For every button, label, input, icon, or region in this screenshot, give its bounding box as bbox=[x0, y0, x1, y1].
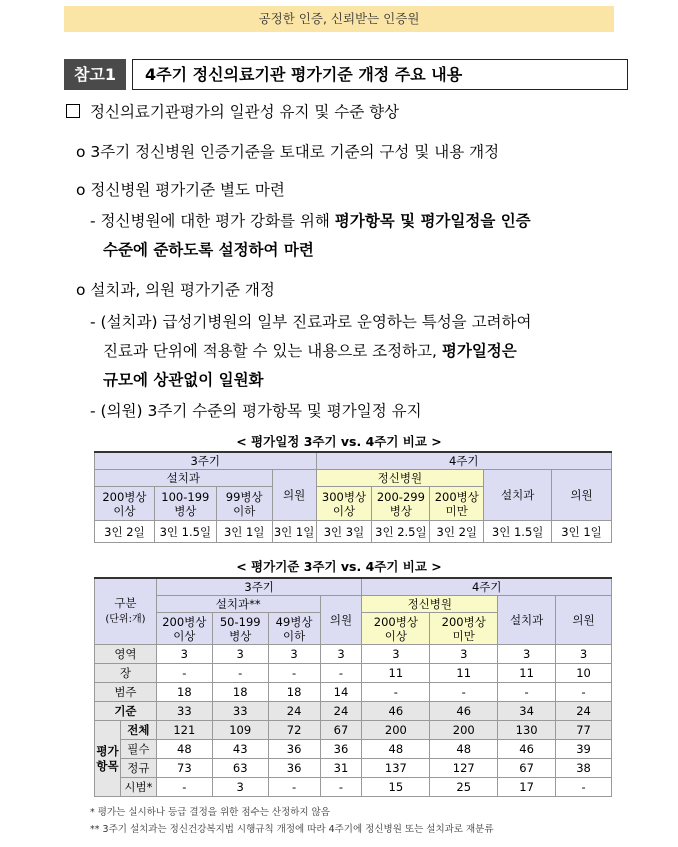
t1-dept-header: 설치과 bbox=[95, 470, 273, 487]
reference-tag: 참고1 bbox=[64, 59, 126, 90]
table-row bbox=[95, 683, 612, 702]
t2-cell: 36 bbox=[268, 759, 320, 778]
t2-cell: 11 bbox=[430, 664, 498, 683]
t2-cell: 43 bbox=[212, 740, 268, 759]
t2-cell: 33 bbox=[212, 702, 268, 721]
t2-cell: 63 bbox=[212, 759, 268, 778]
table-row bbox=[95, 721, 612, 740]
t2-cell: 15 bbox=[362, 778, 430, 797]
t1-cell: 3인 2일 bbox=[430, 521, 484, 543]
reference-title: 4주기 정신의료기관 평가기준 개정 주요 내용 bbox=[132, 59, 628, 90]
square-bullet-icon bbox=[66, 104, 80, 118]
t1-cycle4-header: 4주기 bbox=[316, 452, 611, 470]
t1-col-header: 200-299 병상 bbox=[372, 487, 430, 521]
t2-cell: - bbox=[156, 778, 212, 797]
t2-cell: 11 bbox=[362, 664, 430, 683]
t2-cell: - bbox=[556, 778, 612, 797]
t2-psych-header: 정신병원 bbox=[362, 596, 498, 613]
t1-c4-dept-header: 설치과 bbox=[484, 470, 552, 521]
table-row bbox=[95, 778, 612, 797]
criteria-table-title: < 평가기준 3주기 vs. 4주기 비교 > bbox=[236, 559, 442, 574]
t2-cell: - bbox=[430, 683, 498, 702]
t2-row-label: 장 bbox=[95, 664, 157, 683]
t2-corner: 구분 (단위:개) bbox=[95, 578, 157, 645]
t2-col-header: 50-199 병상 bbox=[212, 613, 268, 645]
t1-cell: 3인 2.5일 bbox=[372, 521, 430, 543]
schedule-table-title: < 평가일정 3주기 vs. 4주기 비교 > bbox=[236, 434, 442, 449]
t2-cell: 67 bbox=[320, 721, 362, 740]
t2-col-header: 200병상 미만 bbox=[430, 613, 498, 645]
footnote-2: ** 3주기 설치과는 정신건강복지법 시행규칙 개정에 따라 4주기에 정신병원 또는 설치과로 재분류 bbox=[90, 824, 494, 835]
t2-cell: - bbox=[498, 683, 556, 702]
t2-cell: 3 bbox=[320, 645, 362, 664]
t2-cell: - bbox=[212, 664, 268, 683]
table-row bbox=[95, 645, 612, 664]
t2-cell: 46 bbox=[430, 702, 498, 721]
t2-cell: 31 bbox=[320, 759, 362, 778]
t2-cell: 127 bbox=[430, 759, 498, 778]
bullet-2-sub-line2: 수준에 준하도록 설정하여 마련 bbox=[103, 241, 314, 259]
t2-cell: 3 bbox=[498, 645, 556, 664]
section-heading: 정신의료기관평가의 일관성 유지 및 수준 향상 bbox=[66, 100, 399, 122]
t2-cell: 39 bbox=[556, 740, 612, 759]
t2-c4-dept-header: 설치과 bbox=[498, 596, 556, 645]
t2-cell: 121 bbox=[156, 721, 212, 740]
t2-cell: - bbox=[362, 683, 430, 702]
t1-cell: 3인 1.5일 bbox=[484, 521, 552, 543]
t2-cell: 36 bbox=[320, 740, 362, 759]
t2-cell: 36 bbox=[268, 740, 320, 759]
t2-row-label: 영역 bbox=[95, 645, 157, 664]
t2-cell: 46 bbox=[362, 702, 430, 721]
t2-cell: 130 bbox=[498, 721, 556, 740]
t2-col-header: 200병상 이상 bbox=[156, 613, 212, 645]
t2-cell: 18 bbox=[212, 683, 268, 702]
t2-cell: 48 bbox=[156, 740, 212, 759]
bullet-3-sub1: - (설치과) 급성기병원의 일부 진료과로 운영하는 특성을 고려하여 bbox=[90, 313, 532, 331]
t2-cell: 38 bbox=[556, 759, 612, 778]
t2-cell: 3 bbox=[430, 645, 498, 664]
t2-cell: 200 bbox=[362, 721, 430, 740]
t2-cell: 3 bbox=[556, 645, 612, 664]
t2-cell: 109 bbox=[212, 721, 268, 740]
t2-cell: 77 bbox=[556, 721, 612, 740]
bullet-3-sub1-line2: 진료과 단위에 적용할 수 있는 내용으로 조정하고, 평가일정은 bbox=[103, 342, 517, 360]
t2-cell: 3 bbox=[212, 645, 268, 664]
t2-cell: 3 bbox=[156, 645, 212, 664]
t2-cell: 3 bbox=[212, 778, 268, 797]
t2-cell: 33 bbox=[156, 702, 212, 721]
bullet-2-sub: - 정신병원에 대한 평가 강화를 위해 평가항목 및 평가일정을 인증 bbox=[90, 212, 531, 230]
t2-cell: - bbox=[320, 778, 362, 797]
bullet-3: o 설치과, 의원 평가기준 개정 bbox=[76, 281, 275, 299]
t2-col-header: 200병상 이상 bbox=[362, 613, 430, 645]
t2-cell: 200 bbox=[430, 721, 498, 740]
t2-cell: 137 bbox=[362, 759, 430, 778]
criteria-table bbox=[94, 577, 612, 797]
t2-cell: - bbox=[268, 778, 320, 797]
bullet-3-sub1-line3: 규모에 상관없이 일원화 bbox=[103, 371, 264, 389]
t2-row-label: 전체 bbox=[120, 721, 156, 740]
t1-col-header: 300병상 이상 bbox=[316, 487, 372, 521]
t2-cell: 48 bbox=[362, 740, 430, 759]
t1-cell: 3인 1일 bbox=[272, 521, 316, 543]
table-row bbox=[95, 664, 612, 683]
t1-col-header: 99병상 이하 bbox=[216, 487, 272, 521]
t2-cell: - bbox=[268, 664, 320, 683]
t1-cell: 3인 2일 bbox=[95, 521, 155, 543]
t2-dept-header: 설치과** bbox=[156, 596, 320, 613]
bullet-3-sub2: - (의원) 3주기 수준의 평가항목 및 평가일정 유지 bbox=[90, 402, 422, 420]
table-row bbox=[95, 702, 612, 721]
t2-cell: 10 bbox=[556, 664, 612, 683]
bullet-2: o 정신병원 평가기준 별도 마련 bbox=[76, 181, 285, 199]
t2-c4-clinic-header: 의원 bbox=[556, 596, 612, 645]
t1-cell: 3인 1일 bbox=[552, 521, 612, 543]
t2-cell: 46 bbox=[498, 740, 556, 759]
t1-col-header: 200병상 이상 bbox=[95, 487, 155, 521]
t2-cell: 73 bbox=[156, 759, 212, 778]
t2-row-label: 정규 bbox=[120, 759, 156, 778]
t2-cycle3-header: 3주기 bbox=[156, 578, 362, 596]
t2-group-label: 평가 항목 bbox=[95, 721, 121, 797]
t2-cell: 48 bbox=[430, 740, 498, 759]
t1-clinic-header: 의원 bbox=[272, 470, 316, 521]
t1-cycle3-header: 3주기 bbox=[95, 452, 317, 470]
t2-cell: 17 bbox=[498, 778, 556, 797]
t2-cell: 3 bbox=[268, 645, 320, 664]
t2-row-label: 시범* bbox=[120, 778, 156, 797]
footnote-1: * 평가는 실시하나 등급 결정을 위한 점수는 산정하지 않음 bbox=[90, 807, 330, 818]
t2-cell: 67 bbox=[498, 759, 556, 778]
t2-cell: 14 bbox=[320, 683, 362, 702]
t1-col-header: 100-199 병상 bbox=[154, 487, 216, 521]
t1-psych-header: 정신병원 bbox=[316, 470, 484, 487]
t2-cell: 24 bbox=[320, 702, 362, 721]
t2-cell: 11 bbox=[498, 664, 556, 683]
t2-cell: - bbox=[320, 664, 362, 683]
t1-c4-clinic-header: 의원 bbox=[552, 470, 612, 521]
t1-cell: 3인 3일 bbox=[316, 521, 372, 543]
t2-row-label: 필수 bbox=[120, 740, 156, 759]
bullet-1: o 3주기 정신병원 인증기준을 토대로 기준의 구성 및 내용 개정 bbox=[76, 143, 500, 161]
t2-row-label: 기준 bbox=[95, 702, 157, 721]
t2-cell: 34 bbox=[498, 702, 556, 721]
t2-col-header: 49병상 이하 bbox=[268, 613, 320, 645]
table-row bbox=[95, 740, 612, 759]
t1-cell: 3인 1.5일 bbox=[154, 521, 216, 543]
t1-cell: 3인 1일 bbox=[216, 521, 272, 543]
schedule-table bbox=[94, 451, 612, 543]
t1-col-header: 200병상 미만 bbox=[430, 487, 484, 521]
t2-row-label: 범주 bbox=[95, 683, 157, 702]
t2-cell: 3 bbox=[362, 645, 430, 664]
t2-cell: 25 bbox=[430, 778, 498, 797]
t2-cell: - bbox=[556, 683, 612, 702]
t2-cell: - bbox=[156, 664, 212, 683]
t2-cell: 72 bbox=[268, 721, 320, 740]
t2-c3-clinic-header: 의원 bbox=[320, 596, 362, 645]
t2-cell: 24 bbox=[556, 702, 612, 721]
t2-cycle4-header: 4주기 bbox=[362, 578, 612, 596]
t2-cell: 24 bbox=[268, 702, 320, 721]
table-row bbox=[95, 759, 612, 778]
t2-cell: 18 bbox=[156, 683, 212, 702]
header-banner: 공정한 인증, 신뢰받는 인증원 bbox=[64, 6, 614, 32]
t2-cell: 18 bbox=[268, 683, 320, 702]
